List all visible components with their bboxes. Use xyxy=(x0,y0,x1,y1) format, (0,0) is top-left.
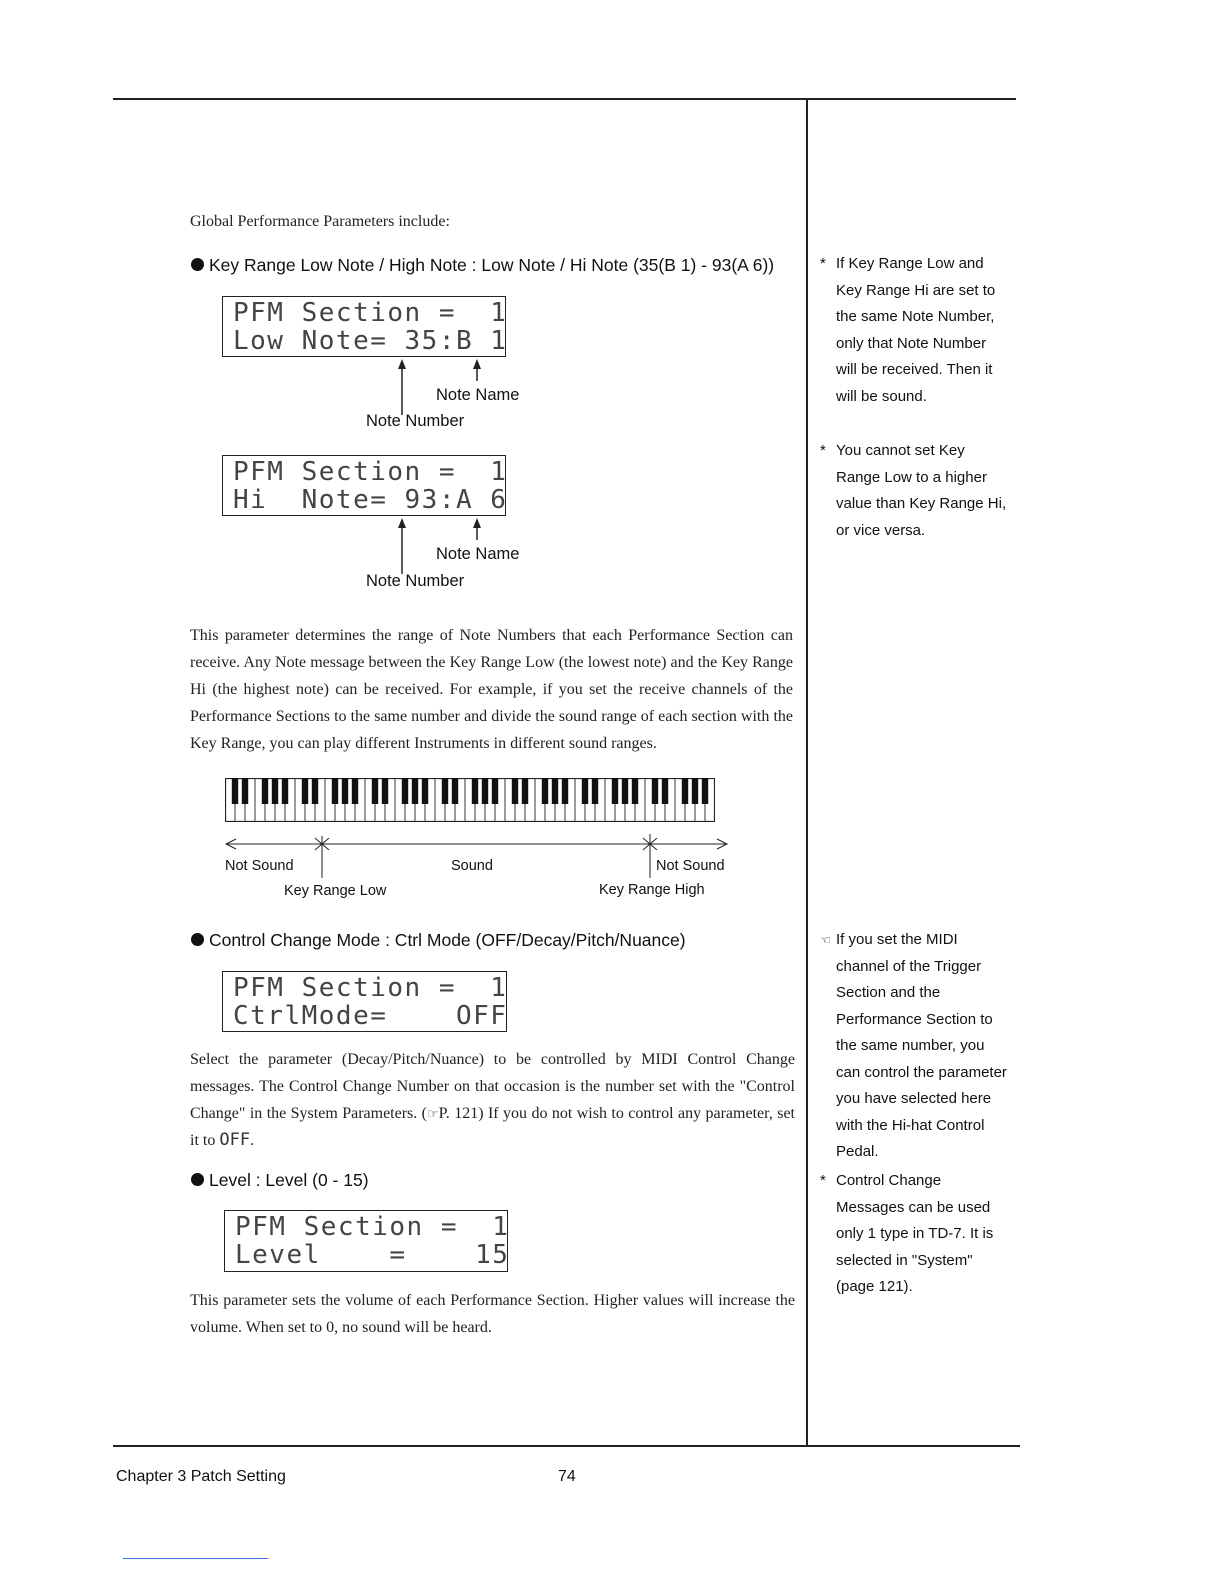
black-key xyxy=(412,778,418,804)
footer-chapter: Chapter 3 Patch Setting xyxy=(116,1468,286,1485)
black-key xyxy=(702,778,708,804)
lcd-level xyxy=(224,1210,508,1272)
sidebar-note-text: You cannot set Key Range Low to a higher value than Key Range Hi, or vice versa. xyxy=(836,442,1007,539)
cc-paragraph-ref: P. 121) If you do not wish to control any parameter, set it to xyxy=(190,1105,796,1149)
intro-text: Global Performance Parameters include: xyxy=(190,213,450,230)
lcd-high-note xyxy=(222,455,506,516)
black-key xyxy=(562,778,568,804)
control-change-heading xyxy=(191,930,686,951)
black-key xyxy=(312,778,318,804)
link-underline xyxy=(123,1558,268,1559)
not-sound-right-label: Not Sound xyxy=(656,858,725,874)
sidebar-note-key-range-same xyxy=(820,251,1008,410)
black-key xyxy=(372,778,378,804)
sidebar-note-text: If Key Range Low and Key Range Hi are set to the same Note Number, only that Note Number will be received. Then it will be sound. xyxy=(836,255,996,405)
black-key xyxy=(272,778,278,804)
level-heading-text: Level : Level (0 - 15) xyxy=(209,1170,369,1190)
lcd-ctrl-mode xyxy=(222,971,507,1032)
sidebar-note-control-change xyxy=(820,1168,1008,1301)
lcd-low-note-name-label: Note Name xyxy=(436,386,520,404)
lcd-line-1: PFM Section = 1 xyxy=(235,1212,510,1242)
key-range-paragraph: This parameter determines the range of Note Numbers that each Performance Section can receive. Any Note message between the Key Range Low (the lowest note) and the Key Range Hi (the highest note) can be received. For example, if you set the receive channels of the Performance Sections to the same number and divide the sound range of each section with the Key Range, you can play different Instruments in different sound ranges. xyxy=(190,627,793,752)
column-divider xyxy=(806,98,808,1446)
sidebar-note-text: If you set the MIDI channel of the Trigger Section and the Performance Section to the same number, you can control the parameter you have selected here with the Hi-hat Control Pedal. xyxy=(836,931,1007,1160)
lcd-high-note-name-label: Note Name xyxy=(436,545,520,563)
keyboard-illustration xyxy=(225,778,715,822)
black-key xyxy=(382,778,388,804)
black-key xyxy=(542,778,548,804)
control-change-heading-text: Control Change Mode : Ctrl Mode (OFF/Decay/Pitch/Nuance) xyxy=(209,930,686,950)
lcd-line-1: PFM Section = 1 xyxy=(233,298,508,328)
black-key xyxy=(232,778,238,804)
lcd-low-note-number-label: Note Number xyxy=(366,412,465,430)
bullet-icon xyxy=(191,258,204,271)
black-key xyxy=(492,778,498,804)
asterisk-icon: * xyxy=(820,442,826,459)
key-range-heading xyxy=(191,255,774,276)
black-key xyxy=(422,778,428,804)
sidebar-note-key-range-order xyxy=(820,438,1008,544)
key-range-low-label: Key Range Low xyxy=(284,883,387,899)
black-key xyxy=(242,778,248,804)
black-key xyxy=(632,778,638,804)
black-key xyxy=(482,778,488,804)
hand-pointer-icon: ☜ xyxy=(820,933,831,947)
bullet-icon xyxy=(191,933,204,946)
black-key xyxy=(262,778,268,804)
not-sound-left-label: Not Sound xyxy=(225,858,294,874)
key-range-high-label: Key Range High xyxy=(599,882,705,898)
lcd-line-1: PFM Section = 1 xyxy=(233,973,508,1003)
black-key xyxy=(512,778,518,804)
footer-page-number: 74 xyxy=(558,1468,576,1485)
black-key xyxy=(652,778,658,804)
black-key xyxy=(522,778,528,804)
black-key xyxy=(662,778,668,804)
cc-paragraph-start: Select the parameter (Decay/Pitch/Nuance) to be controlled by MIDI Control Change messages. The Control Change Number on that occasion is the number set with the "Control Change" in the System Parameters. ( xyxy=(190,1051,795,1122)
black-key xyxy=(472,778,478,804)
black-key xyxy=(592,778,598,804)
control-change-paragraph xyxy=(190,1046,795,1154)
black-key xyxy=(692,778,698,804)
sound-label: Sound xyxy=(451,858,493,874)
cc-off-value: OFF xyxy=(219,1130,251,1150)
black-key xyxy=(612,778,618,804)
asterisk-icon: * xyxy=(820,1172,826,1189)
cc-paragraph-end: . xyxy=(250,1132,255,1149)
black-key xyxy=(332,778,338,804)
lcd-line-1: PFM Section = 1 xyxy=(233,457,508,487)
page-reference-icon: ☞ xyxy=(427,1106,439,1121)
black-key xyxy=(622,778,628,804)
sidebar-note-text: Control Change Messages can be used only 1 type in TD-7. It is selected in "System" (page 121). xyxy=(836,1172,994,1295)
lcd-line-2: Hi Note= 93:A 6 xyxy=(233,485,508,515)
top-rule xyxy=(113,98,1016,100)
lcd-line-2: Level = 15 xyxy=(235,1240,510,1270)
black-key xyxy=(452,778,458,804)
level-paragraph: This parameter sets the volume of each Performance Section. Higher values will increase the volume. When set to 0, no sound will be heard. xyxy=(190,1292,795,1336)
black-key xyxy=(682,778,688,804)
black-key xyxy=(582,778,588,804)
black-key xyxy=(342,778,348,804)
black-key xyxy=(352,778,358,804)
lcd-line-2: Low Note= 35:B 1 xyxy=(233,326,508,356)
black-key xyxy=(442,778,448,804)
black-key xyxy=(552,778,558,804)
level-heading xyxy=(191,1170,369,1191)
bottom-rule xyxy=(113,1445,1020,1447)
lcd-high-note-number-label: Note Number xyxy=(366,572,465,590)
black-key xyxy=(402,778,408,804)
asterisk-icon: * xyxy=(820,255,826,272)
key-range-heading-text: Key Range Low Note / High Note : Low Note / Hi Note (35(B 1) - 93(A 6)) xyxy=(209,255,775,275)
lcd-low-note xyxy=(222,296,506,357)
sidebar-note-midi-channel xyxy=(820,927,1008,1166)
bullet-icon xyxy=(191,1173,204,1186)
black-key xyxy=(302,778,308,804)
lcd-line-2: CtrlMode= OFF xyxy=(233,1001,508,1031)
black-key xyxy=(282,778,288,804)
